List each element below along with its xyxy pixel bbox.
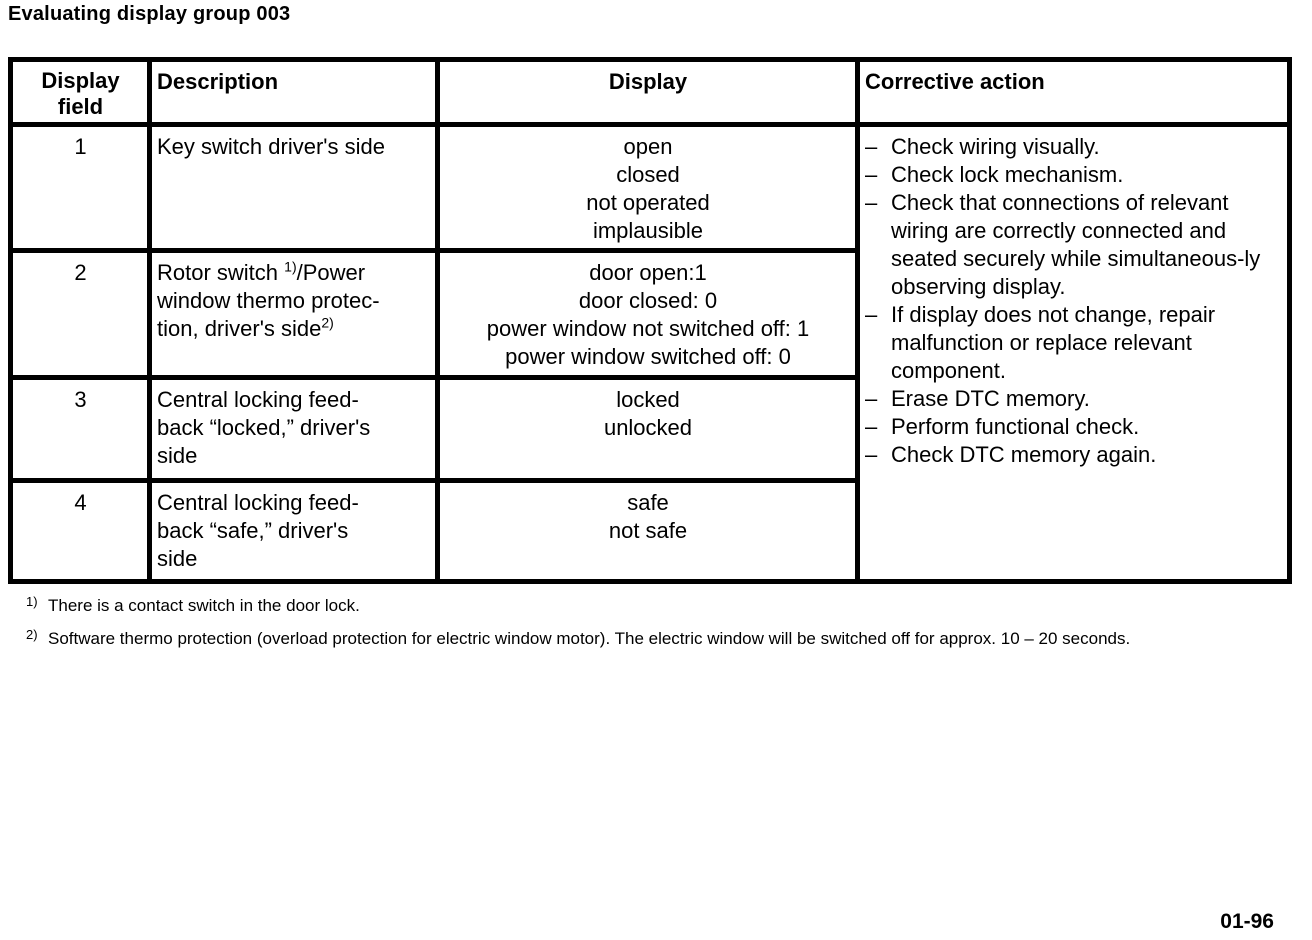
corrective-action-item: – If display does not change, repair malfunction or replace relevant component. <box>865 301 1283 385</box>
row-description <box>150 481 438 582</box>
description-line <box>157 259 431 287</box>
display-value: not operated <box>586 190 710 215</box>
header-display-field <box>11 60 150 125</box>
footnote-text: Software thermo protection (overload protection for electric window motor). The electric window will be switched off for approx. 10 – 20 seconds. <box>48 629 1131 648</box>
display-value: unlocked <box>603 415 693 440</box>
description-line: window thermo protec- <box>157 288 380 313</box>
footnotes <box>26 594 1288 660</box>
page-number: 01-96 <box>1220 910 1274 933</box>
description-line <box>157 315 431 343</box>
row-description <box>150 125 438 251</box>
display-value: door open:1 <box>589 260 707 285</box>
display-value: not safe <box>608 518 688 543</box>
corrective-action-item: – Check lock mechanism. <box>865 161 1283 189</box>
description-line: back “locked,” driver's <box>157 415 371 440</box>
description-line: back “safe,” driver's <box>157 518 349 543</box>
display-value: power window not switched off: 1 <box>486 316 810 341</box>
corrective-action-item: – Check that connections of relevant wiring are correctly connected and seated securely while simultaneous-ly observing display. <box>865 189 1283 301</box>
display-value: power window switched off: 0 <box>505 344 791 369</box>
row-field-number: 3 <box>11 378 150 481</box>
row-display-values <box>438 125 858 251</box>
display-value: locked <box>616 387 680 412</box>
corrective-action-item: – Check wiring visually. <box>865 133 1283 161</box>
corrective-action-item: – Perform functional check. <box>865 413 1283 441</box>
description-text: /Power <box>296 260 366 285</box>
description-line: Key switch driver's side <box>157 134 385 159</box>
row-field-number: 4 <box>11 481 150 582</box>
description-line: side <box>157 443 198 468</box>
header-corrective-action: Corrective action <box>858 60 1290 125</box>
footnote-ref-1: 1) <box>284 258 297 275</box>
description-line: Central locking feed- <box>157 387 359 412</box>
display-value: open <box>623 134 673 159</box>
row-display-values <box>438 251 858 378</box>
footnote-mark: 2) <box>26 627 38 642</box>
row-field-number: 2 <box>11 251 150 378</box>
evaluation-table <box>8 57 1292 584</box>
header-display: Display <box>438 60 858 125</box>
description-text: tion, driver's side <box>157 316 322 341</box>
description-text: Rotor switch <box>157 260 285 285</box>
footnote-1 <box>26 594 1288 618</box>
corrective-action-item: – Check DTC memory again. <box>865 441 1283 469</box>
header-display-field-line-2: field <box>57 94 104 119</box>
footnote-2 <box>26 627 1288 651</box>
footnote-text: There is a contact switch in the door lock. <box>48 596 360 615</box>
header-display-field-line-1: Display <box>41 68 120 93</box>
table-row <box>11 125 1290 251</box>
display-value: implausible <box>592 218 704 243</box>
display-value: closed <box>616 162 680 187</box>
corrective-action-cell <box>858 125 1290 582</box>
row-display-values <box>438 378 858 481</box>
corrective-action-item: – Erase DTC memory. <box>865 385 1283 413</box>
row-description <box>150 378 438 481</box>
header-description: Description <box>150 60 438 125</box>
row-display-values <box>438 481 858 582</box>
display-value: door closed: 0 <box>578 288 718 313</box>
row-description <box>150 251 438 378</box>
display-value: safe <box>627 490 669 515</box>
row-field-number: 1 <box>11 125 150 251</box>
description-line: side <box>157 546 198 571</box>
footnote-mark: 1) <box>26 594 38 609</box>
description-line: Central locking feed- <box>157 490 359 515</box>
page-title: Evaluating display group 003 <box>8 3 291 25</box>
footnote-ref-2: 2) <box>321 314 334 331</box>
corrective-action-list <box>865 133 1283 469</box>
table-header-row <box>11 60 1290 125</box>
